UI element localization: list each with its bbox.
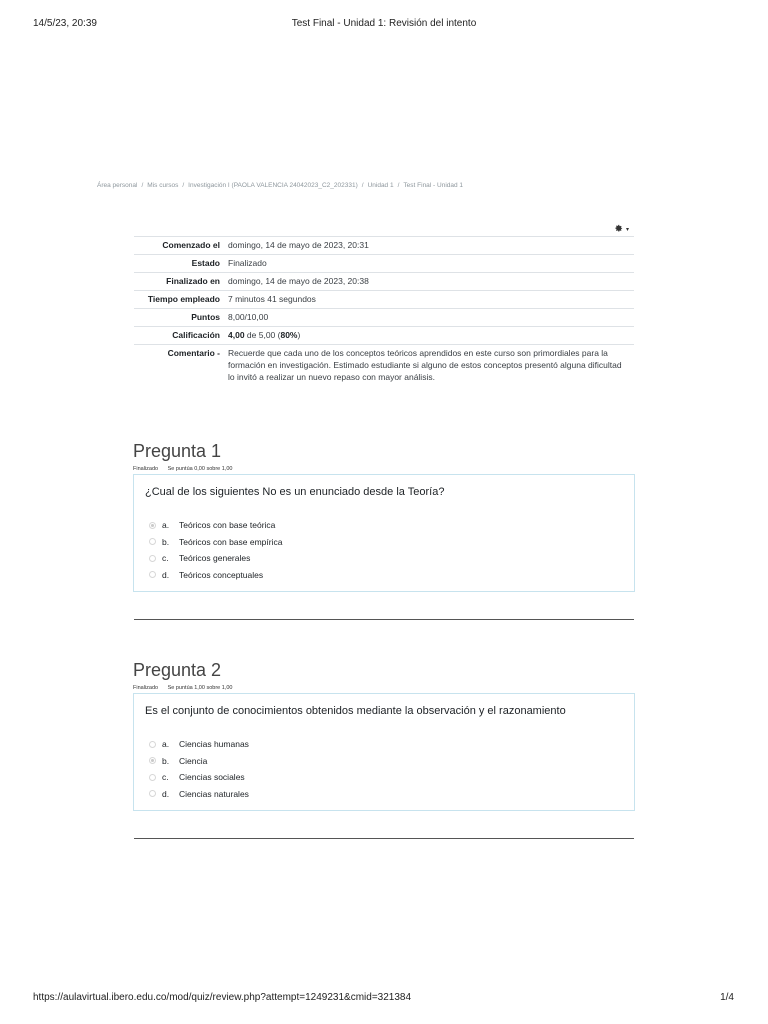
answer-option (145, 753, 623, 770)
summary-row (134, 309, 634, 327)
summary-row (134, 237, 634, 255)
summary-label: Comentario - (134, 345, 224, 387)
grade-percent: 80% (280, 330, 298, 340)
summary-row (134, 291, 634, 309)
summary-label: Comenzado el (134, 237, 224, 255)
breadcrumb (97, 182, 657, 189)
radio-button (149, 571, 156, 578)
question-score: Se puntúa 0,00 sobre 1,00 (167, 466, 233, 472)
summary-label: Puntos (134, 309, 224, 327)
breadcrumb-separator: / (361, 182, 364, 189)
summary-row (134, 273, 634, 291)
summary-label: Estado (134, 255, 224, 273)
answer-option (145, 550, 623, 567)
summary-label: Calificación (134, 327, 224, 345)
print-header (0, 18, 768, 32)
settings-menu-button[interactable] (614, 223, 636, 235)
question-text: ¿Cual de los siguientes No es un enunciado desde la Teoría? (145, 486, 445, 498)
question-box (133, 474, 635, 592)
option-letter: d. (162, 569, 170, 580)
question-info (133, 466, 635, 472)
summary-label: Tiempo empleado (134, 291, 224, 309)
question-divider (134, 619, 634, 620)
summary-row (134, 345, 634, 387)
option-label: Teóricos conceptuales (179, 569, 264, 580)
question-status: Finalizado (133, 466, 159, 472)
question-1 (133, 441, 635, 592)
option-label: Ciencias humanas (179, 739, 249, 750)
answer-option (145, 567, 623, 584)
summary-value: 7 minutos 41 segundos (224, 291, 634, 309)
option-letter: c. (162, 553, 169, 564)
question-info (133, 685, 635, 691)
option-letter: b. (162, 755, 170, 766)
question-text: Es el conjunto de conocimientos obtenidos mediante la observación y el razonamiento (145, 705, 566, 717)
question-2 (133, 660, 635, 811)
radio-button (149, 741, 156, 748)
option-letter: c. (162, 772, 169, 783)
radio-button (149, 555, 156, 562)
option-label: Ciencias naturales (179, 788, 249, 799)
option-letter: b. (162, 536, 170, 547)
breadcrumb-separator: / (182, 182, 185, 189)
grade-value (224, 327, 634, 345)
summary-value: Finalizado (224, 255, 634, 273)
option-label: Ciencias sociales (179, 772, 245, 783)
radio-button (149, 538, 156, 545)
page-number: 1/4 (720, 992, 734, 1003)
grade-close: ) (297, 330, 301, 340)
option-label: Ciencia (179, 755, 208, 766)
answer-option (145, 786, 623, 803)
summary-value: domingo, 14 de mayo de 2023, 20:38 (224, 273, 634, 291)
summary-value: domingo, 14 de mayo de 2023, 20:31 (224, 237, 634, 255)
question-box (133, 693, 635, 811)
question-status: Finalizado (133, 685, 159, 691)
breadcrumb-item-mis-cursos[interactable]: Mis cursos (147, 182, 179, 189)
option-letter: a. (162, 520, 170, 531)
option-label: Teóricos con base teórica (179, 520, 276, 531)
grade-score: 4,00 (228, 330, 245, 340)
breadcrumb-item-course[interactable]: Investigación I (PAOLA VALENCIA 24042023_C2_202331) (188, 182, 358, 189)
breadcrumb-item-area-personal[interactable]: Área personal (97, 182, 138, 189)
breadcrumb-item-test[interactable]: Test Final - Unidad 1 (403, 182, 464, 189)
grade-max: de 5,00 ( (244, 330, 281, 340)
breadcrumb-separator: / (397, 182, 400, 189)
answer-options (145, 517, 623, 583)
option-letter: a. (162, 739, 170, 750)
gear-icon (614, 224, 623, 235)
attempt-summary-table (134, 236, 634, 386)
breadcrumb-item-unidad[interactable]: Unidad 1 (367, 182, 394, 189)
question-divider (134, 838, 634, 839)
option-label: Teóricos con base empírica (179, 536, 283, 547)
summary-label: Finalizado en (134, 273, 224, 291)
page-url: https://aulavirtual.ibero.edu.co/mod/quiz/review.php?attempt=1249231&cmid=321384 (33, 992, 412, 1003)
radio-button (149, 774, 156, 781)
question-title: Pregunta 1 (133, 441, 222, 461)
answer-option (145, 769, 623, 786)
question-score: Se puntúa 1,00 sobre 1,00 (167, 685, 233, 691)
question-title: Pregunta 2 (133, 660, 222, 680)
radio-button-selected (149, 522, 156, 529)
summary-row (134, 327, 634, 345)
breadcrumb-separator: / (141, 182, 144, 189)
summary-row (134, 255, 634, 273)
option-label: Teóricos generales (179, 553, 251, 564)
summary-value: 8,00/10,00 (224, 309, 634, 327)
chevron-down-icon: ▾ (626, 226, 630, 233)
option-letter: d. (162, 788, 170, 799)
print-date: 14/5/23, 20:39 (33, 18, 97, 29)
radio-button-selected (149, 757, 156, 764)
radio-button (149, 790, 156, 797)
feedback-comment: Recuerde que cada uno de los conceptos teóricos aprendidos en este curso son primordiales para la formación en investigación. Estimado estudiante si alguno de estos conceptos presentó alguna dificultad lo invitó a realizar un nuevo repaso con mayor análisis. (224, 345, 634, 387)
answer-option (145, 517, 623, 534)
answer-option (145, 736, 623, 753)
answer-options (145, 736, 623, 802)
answer-option (145, 534, 623, 551)
print-title: Test Final - Unidad 1: Revisión del intento (291, 18, 477, 29)
